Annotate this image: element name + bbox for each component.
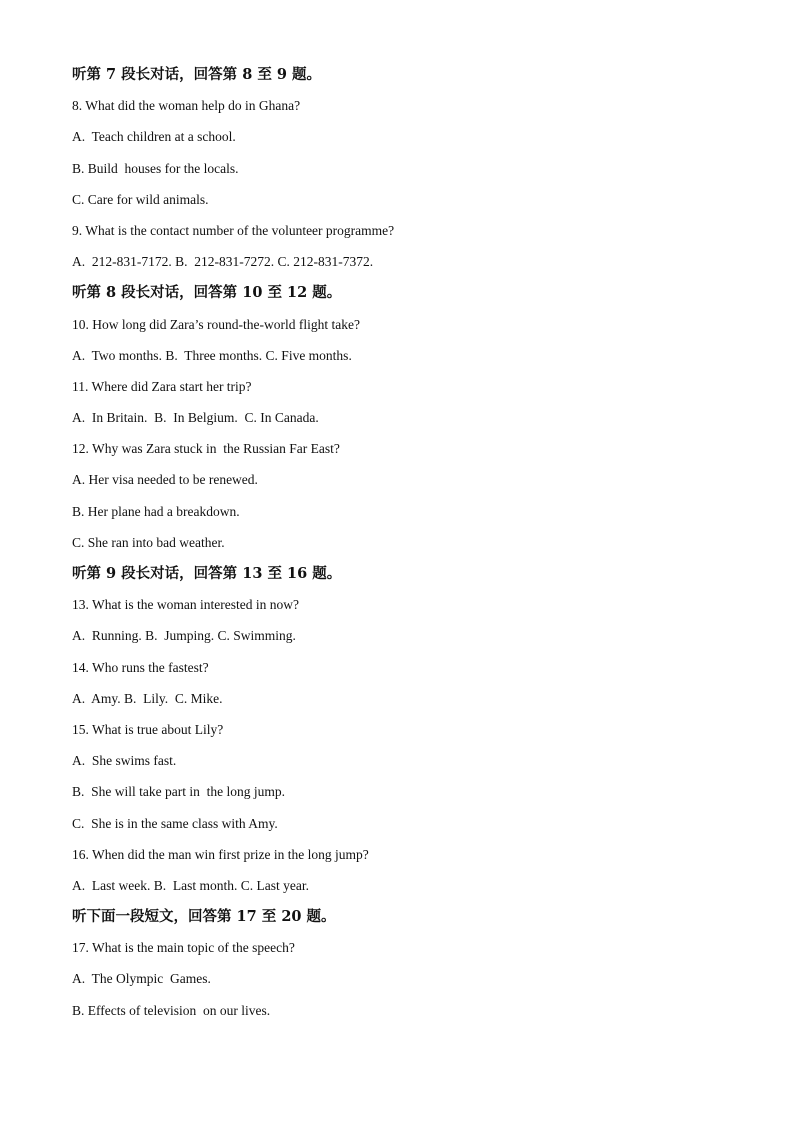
question-line: A. Teach children at a school. <box>72 129 236 145</box>
question-line: B. Effects of television on our lives. <box>72 1002 271 1018</box>
question-line: A. In Britain. B. In Belgium. C. In Canada. <box>72 410 319 426</box>
question-line: 16. When did the man win first prize in the long jump? <box>72 846 369 862</box>
question-line: A. She swims fast. <box>72 753 177 769</box>
question-line: A. The Olympic Games. <box>72 971 211 987</box>
document-body <box>72 63 752 1030</box>
question-line: 10. How long did Zara’s round-the-world flight take? <box>72 316 360 332</box>
question-line: C. Care for wild animals. <box>72 191 209 207</box>
question-line: A. Two months. B. Three months. C. Five months. <box>72 347 352 363</box>
question-line: 13. What is the woman interested in now? <box>72 597 299 613</box>
question-line: 14. Who runs the fastest? <box>72 659 209 675</box>
question-line: 17. What is the main topic of the speech? <box>72 940 295 956</box>
question-line: B. Build houses for the locals. <box>72 160 239 176</box>
question-line: A. Her visa needed to be renewed. <box>72 472 258 488</box>
question-line: 11. Where did Zara start her trip? <box>72 378 252 394</box>
question-line: 8. What did the woman help do in Ghana? <box>72 98 301 114</box>
question-line: A. Amy. B. Lily. C. Mike. <box>72 690 223 706</box>
question-line: C. She ran into bad weather. <box>72 534 225 550</box>
question-line: 12. Why was Zara stuck in the Russian Far East? <box>72 441 340 457</box>
question-line: B. She will take part in the long jump. <box>72 784 285 800</box>
question-line: A. Running. B. Jumping. C. Swimming. <box>72 628 296 644</box>
section-heading: 听下面一段短文，回答第 17 至 20 题。 <box>72 908 336 926</box>
question-line: B. Her plane had a breakdown. <box>72 503 240 519</box>
question-line: 15. What is true about Lily? <box>72 721 224 737</box>
section-heading: 听第 7 段长对话，回答第 8 至 9 题。 <box>72 66 322 83</box>
question-line: A. 212-831-7172. B. 212-831-7272. C. 212-831-7372. <box>72 254 374 270</box>
section-heading: 听第 8 段长对话，回答第 10 至 12 题。 <box>72 284 342 302</box>
question-line: C. She is in the same class with Amy. <box>72 815 278 831</box>
question-line: A. Last week. B. Last month. C. Last year. <box>72 877 309 893</box>
section-heading: 听第 9 段长对话，回答第 13 至 16 题。 <box>72 565 342 582</box>
question-line: 9. What is the contact number of the volunteer programme? <box>72 222 395 238</box>
